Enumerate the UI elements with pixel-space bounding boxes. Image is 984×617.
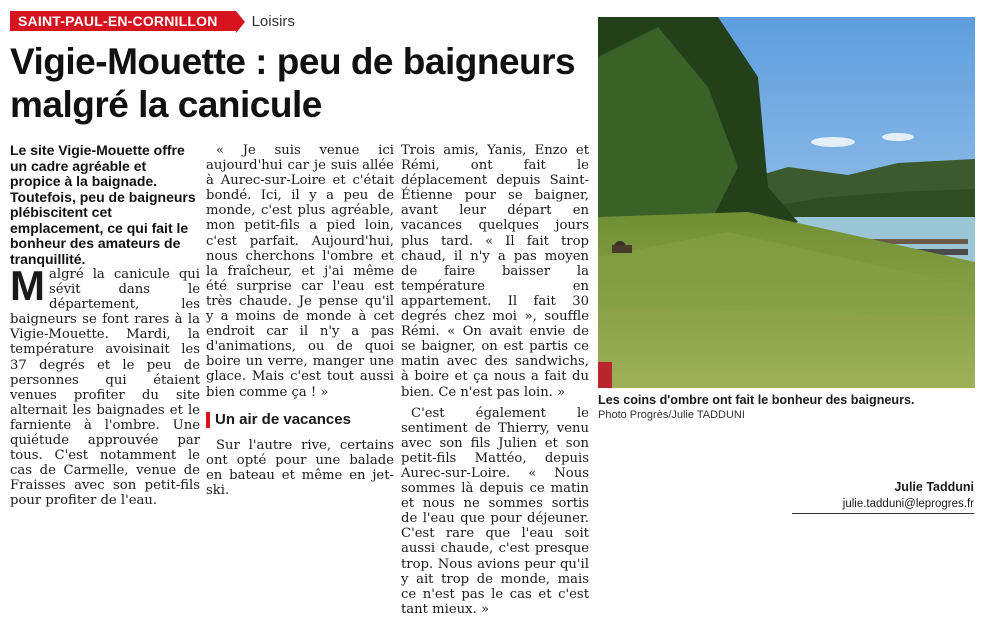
headline: Vigie-Mouette : peu de baigneurs malgré la canicule bbox=[10, 41, 576, 125]
lead-paragraph: Malgré la canicule qui sévit dans le département, les baigneurs se font rares à la Vigie-Mouette. Mardi, la température avoisinait les 37 degrés et le peu de personnes qui étaient venues profiter du site alternait les baignades et le farniente à l'ombre. Une quiétude approuvée par tous. C'est notamment le cas de Carmelle, venue de Fraisses avec son petit-fils pour profiter de l'eau. bbox=[10, 262, 200, 509]
photo-credit: Photo Progrès/Julie TADDUNI bbox=[598, 409, 745, 421]
dropcap: M bbox=[10, 262, 45, 309]
lake-scene-image bbox=[598, 17, 975, 388]
subhead-bar bbox=[206, 412, 210, 428]
column-3 bbox=[401, 143, 589, 617]
author-name: Julie Tadduni bbox=[894, 480, 974, 494]
quote-carmelle: « Je suis venue ici aujourd'hui car je suis allée à Aurec-sur-Loire et c'était bondé. Ici, il y a peu de monde, c'est plus agréable, mon petit-fils a pied loin, c'est parfait. Aujourd'hui, nous cherchons l'ombre et la fraîcheur, et j'ai même été surprise car l'eau est très chaude. Je pense qu'il y a moins de monde à cet endroit car il n'y a pas d'animations, ou de quoi boire un verre, manger une glace. Mais c'est tout aussi bien comme ça ! » bbox=[206, 143, 394, 400]
paragraph-other-bank: Sur l'autre rive, certains ont opté pour une balade en bateau et même en jet-ski. bbox=[206, 437, 394, 498]
column-2 bbox=[206, 143, 394, 498]
kicker bbox=[10, 10, 295, 32]
paragraph-three-friends: Trois amis, Yanis, Enzo et Rémi, ont fait le déplacement depuis Saint-Étienne pour se baigner, avant leur départ en vacances quelques jours plus tard. « Il fait trop chaud, il n'y a pas moyen de faire baisser la température en appartement. Il fait 30 degrés chez moi », souffle Rémi. « On avait envie de se baigner, on est partis ce matin avec des sandwichs, à boire et ça nous a fait du bien. Ce n'est pas loin. » bbox=[401, 143, 589, 400]
paragraph-thierry: C'est également le sentiment de Thierry, venu avec son fils Julien et son petit-fils Mattéo, depuis Aurec-sur-Loire. « Nous sommes là depuis ce matin et nous ne sommes sortis de l'eau que pour déjeuner. C'est rare que l'eau soit aussi chaude, c'est presque trop. Nous avions peur qu'il y ait trop de monde, mais ce n'est pas le cas et c'est tant mieux. » bbox=[401, 405, 589, 617]
column-4 bbox=[598, 440, 784, 500]
article-photo bbox=[598, 17, 975, 388]
photo-caption: Les coins d'ombre ont fait le bonheur des baigneurs. bbox=[598, 393, 915, 407]
chapo: Le site Vigie-Mouette offre un cadre agréable et propice à la baignade. Toutefois, peu de baigneurs plébiscitent cet emplacement, ce qui fait le bonheur des amateurs de tranquillité. bbox=[10, 142, 196, 267]
column-1 bbox=[10, 143, 200, 509]
column-5 bbox=[792, 478, 974, 514]
kicker-section: Loisirs bbox=[251, 12, 295, 30]
author-email: julie.tadduni@leprogres.fr bbox=[792, 497, 974, 514]
kicker-town: SAINT-PAUL-EN-CORNILLON bbox=[10, 11, 236, 31]
subhead: Un air de vacances bbox=[206, 412, 394, 428]
